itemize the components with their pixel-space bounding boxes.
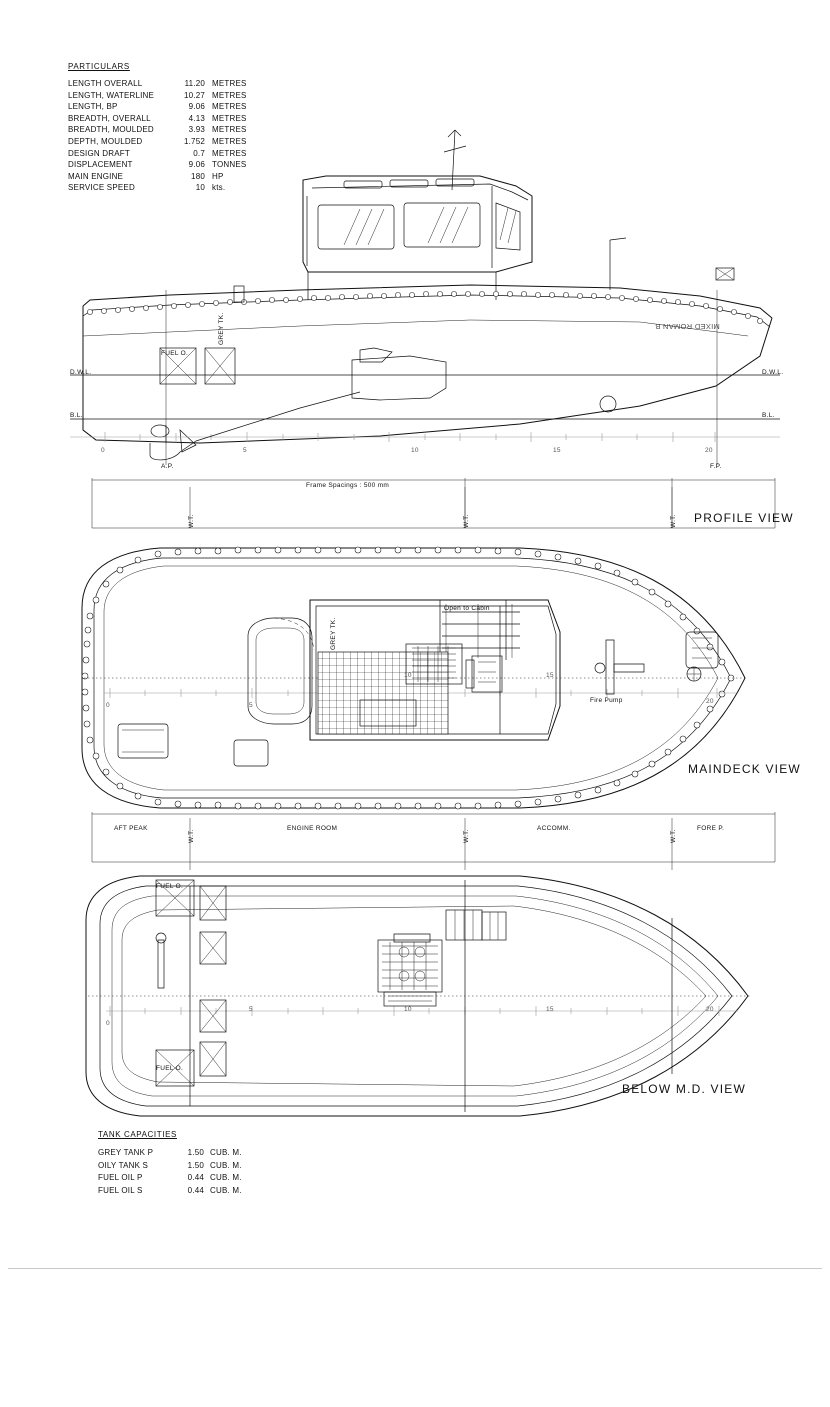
tank-unit: CUB. M. bbox=[210, 1173, 242, 1182]
compartment-accomm: ACCOMM. bbox=[537, 825, 571, 832]
profile-station-15: 15 bbox=[553, 447, 561, 454]
particulars-value: 10.27 bbox=[183, 90, 205, 100]
compartment-bulkhead-2: W.T. bbox=[463, 829, 470, 843]
compartment-aft-peak: AFT PEAK bbox=[114, 825, 148, 832]
compartment-bulkhead-3: W.T. bbox=[670, 829, 677, 843]
particulars-label: DISPLACEMENT bbox=[68, 160, 133, 170]
below-tank-fuel-s: FUEL O. bbox=[156, 1065, 184, 1072]
tank-label: OILY TANK S bbox=[98, 1160, 149, 1170]
particulars-value: 10 bbox=[195, 183, 205, 193]
compartment-engine-room: ENGINE ROOM bbox=[287, 825, 338, 832]
profile-tank-grey: GREY TK. bbox=[218, 312, 225, 345]
particulars-value: 1.752 bbox=[183, 136, 205, 146]
view-title-below: BELOW M.D. VIEW bbox=[622, 1082, 747, 1096]
particulars-value: 0.7 bbox=[193, 148, 205, 158]
profile-bulkhead-3: W.T. bbox=[670, 514, 677, 528]
particulars-label: DESIGN DRAFT bbox=[68, 148, 130, 158]
maindeck-station-10: 10 bbox=[404, 672, 412, 679]
particulars-value: 3.93 bbox=[188, 125, 205, 135]
compartment-bulkhead-1: W.T. bbox=[188, 829, 195, 843]
particulars-unit: METRES bbox=[212, 79, 247, 88]
particulars-value: 4.13 bbox=[188, 113, 205, 123]
label-bl-left: B.L. bbox=[70, 412, 83, 419]
label-open-to-cabin: Open to Cabin bbox=[444, 605, 490, 612]
below-tank-fuel-p: FUEL O. bbox=[156, 883, 184, 890]
label-fwd-perpendicular: F.P. bbox=[710, 463, 722, 470]
particulars-label: BREADTH, OVERALL bbox=[68, 113, 151, 123]
profile-station-10: 10 bbox=[411, 447, 419, 454]
maindeck-station-0: 0 bbox=[106, 702, 110, 709]
particulars-value: 180 bbox=[191, 171, 205, 181]
maindeck-station-15: 15 bbox=[546, 672, 554, 679]
label-bl-right: B.L. bbox=[762, 412, 775, 419]
profile-station-20: 20 bbox=[705, 447, 713, 454]
particulars-unit: METRES bbox=[212, 113, 247, 123]
main-engine-plan bbox=[378, 934, 442, 1006]
particulars-unit: METRES bbox=[212, 136, 247, 146]
particulars-label: LENGTH, BP bbox=[68, 102, 118, 112]
particulars-unit: METRES bbox=[212, 125, 247, 135]
particulars-unit: METRES bbox=[212, 148, 247, 158]
particulars-value: 9.06 bbox=[188, 160, 205, 170]
profile-tank-fuel: FUEL O. bbox=[161, 350, 189, 357]
view-title-maindeck: MAINDECK VIEW bbox=[688, 762, 801, 776]
profile-station-0: 0 bbox=[101, 447, 105, 454]
tank-label: GREY TANK P bbox=[98, 1148, 154, 1157]
tank-unit: CUB. M. bbox=[210, 1185, 242, 1195]
particulars-heading: PARTICULARS bbox=[68, 62, 130, 71]
maindeck-annotation-vertical: GREY TK. bbox=[330, 617, 337, 650]
tank-value: 1.50 bbox=[187, 1148, 204, 1157]
particulars-label: MAIN ENGINE bbox=[68, 171, 124, 181]
label-aft-perpendicular: A.P. bbox=[161, 463, 174, 470]
below-station-0: 0 bbox=[106, 1020, 110, 1027]
label-dwl-right: D.W.L. bbox=[762, 369, 784, 376]
tank-label: FUEL OIL P bbox=[98, 1173, 143, 1182]
profile-bulkhead-1: W.T. bbox=[188, 514, 195, 528]
compartment-fore-peak: FORE P. bbox=[697, 825, 725, 832]
tank-label: FUEL OIL S bbox=[98, 1185, 143, 1195]
hull-name-text: MIXED ROMAN B bbox=[655, 322, 720, 331]
particulars-label: LENGTH OVERALL bbox=[68, 79, 143, 88]
particulars-value: 9.06 bbox=[188, 102, 205, 112]
profile-station-5: 5 bbox=[243, 447, 247, 454]
below-station-10: 10 bbox=[404, 1006, 412, 1013]
maindeck-view bbox=[82, 547, 775, 870]
particulars-label: DEPTH, MOULDED bbox=[68, 136, 143, 146]
particulars-label: LENGTH, WATERLINE bbox=[68, 90, 155, 100]
below-station-20: 20 bbox=[706, 1006, 714, 1013]
particulars-unit: METRES bbox=[212, 90, 247, 100]
maindeck-station-20: 20 bbox=[706, 698, 714, 705]
particulars-unit: kts. bbox=[212, 183, 226, 193]
below-station-15: 15 bbox=[546, 1006, 554, 1013]
maindeck-station-5: 5 bbox=[249, 702, 253, 709]
frame-spacing-note: Frame Spacings : 500 mm bbox=[306, 482, 390, 489]
particulars-unit: METRES bbox=[212, 102, 247, 112]
below-station-5: 5 bbox=[249, 1006, 253, 1013]
tank-value: 0.44 bbox=[187, 1185, 204, 1195]
particulars-label: SERVICE SPEED bbox=[68, 183, 135, 193]
tank-value: 0.44 bbox=[187, 1173, 204, 1182]
tank-capacities-heading: TANK CAPACITIES bbox=[98, 1130, 177, 1139]
tank-unit: CUB. M. bbox=[210, 1160, 242, 1170]
particulars-unit: HP bbox=[212, 171, 224, 181]
particulars-label: BREADTH, MOULDED bbox=[68, 125, 154, 135]
profile-bulkhead-2: W.T. bbox=[463, 514, 470, 528]
label-dwl-left: D.W.L. bbox=[70, 369, 92, 376]
tank-value: 1.50 bbox=[187, 1160, 204, 1170]
below-maindeck-view bbox=[86, 876, 750, 1116]
particulars-value: 11.20 bbox=[184, 79, 205, 88]
label-fire-pump: Fire Pump bbox=[590, 697, 623, 704]
particulars-unit: TONNES bbox=[212, 160, 247, 170]
tank-unit: CUB. M. bbox=[210, 1148, 242, 1157]
view-title-profile: PROFILE VIEW bbox=[694, 511, 794, 525]
